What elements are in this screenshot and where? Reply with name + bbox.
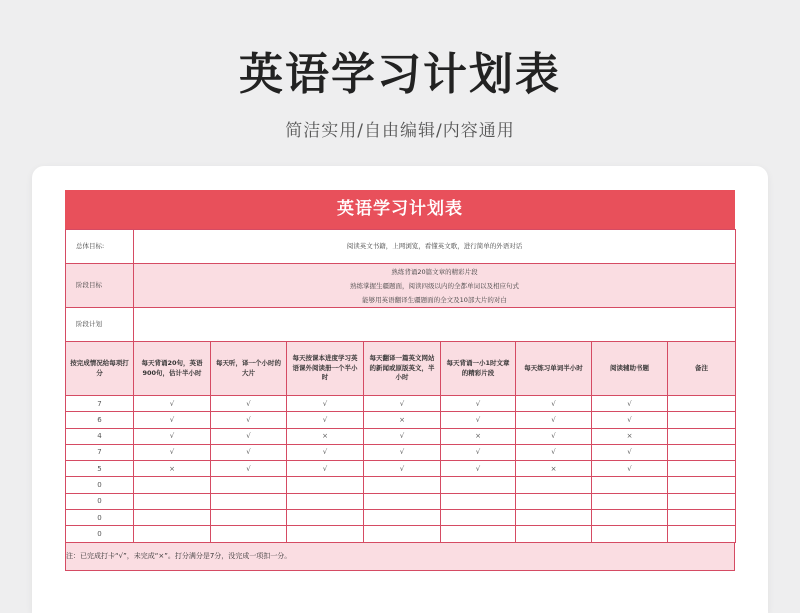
stage-goal-line: 熟练掌握生疆题面，阅读四级以内的全都单词以及相应句式 — [350, 281, 519, 290]
check-cell[interactable]: × — [134, 461, 211, 477]
table-row — [66, 461, 736, 477]
check-cell[interactable] — [668, 444, 736, 460]
check-cell[interactable] — [592, 526, 668, 542]
plan-table — [65, 229, 736, 543]
stage-goal-label: 阶段目标 — [66, 264, 134, 308]
check-cell[interactable]: × — [364, 412, 441, 428]
check-cell[interactable] — [211, 477, 287, 493]
score-cell[interactable]: 6 — [66, 412, 134, 428]
table-row — [66, 444, 736, 460]
footnote: 注：已完成打卡“√”，未完成“×”。打分满分是7分，没完成一项扣一分。 — [65, 543, 735, 571]
check-cell[interactable]: √ — [441, 461, 516, 477]
check-cell[interactable]: √ — [441, 444, 516, 460]
check-cell[interactable] — [516, 477, 592, 493]
check-cell[interactable] — [668, 412, 736, 428]
check-cell[interactable] — [211, 493, 287, 509]
check-cell[interactable] — [364, 477, 441, 493]
stage-goal-row — [66, 264, 736, 308]
check-cell[interactable]: √ — [134, 396, 211, 412]
check-cell[interactable]: √ — [211, 396, 287, 412]
check-cell[interactable] — [592, 493, 668, 509]
check-cell[interactable] — [668, 510, 736, 526]
stage-plan-row — [66, 308, 736, 342]
check-cell[interactable]: √ — [134, 412, 211, 428]
check-cell[interactable]: √ — [516, 412, 592, 428]
check-cell[interactable] — [211, 510, 287, 526]
overall-goal-label: 总体目标: — [66, 230, 134, 264]
spreadsheet — [65, 190, 735, 571]
check-cell[interactable]: √ — [516, 396, 592, 412]
check-cell[interactable] — [668, 493, 736, 509]
score-cell[interactable]: 0 — [66, 526, 134, 542]
column-header: 每天背诵20句，英语900句，估计半小时 — [134, 342, 211, 396]
stage-goal-line: 能够用英语翻译生疆题面的全文及10部大片的对白 — [362, 295, 507, 304]
score-cell[interactable]: 0 — [66, 493, 134, 509]
check-cell[interactable]: √ — [592, 412, 668, 428]
column-header: 按完成情况给每项打分 — [66, 342, 134, 396]
column-header: 备注 — [668, 342, 736, 396]
check-cell[interactable]: √ — [592, 396, 668, 412]
check-cell[interactable] — [516, 526, 592, 542]
page-title: 英语学习计划表 — [239, 49, 561, 100]
check-cell[interactable]: √ — [287, 412, 364, 428]
check-cell[interactable] — [364, 510, 441, 526]
check-cell[interactable] — [287, 477, 364, 493]
check-cell[interactable] — [668, 396, 736, 412]
check-cell[interactable] — [364, 493, 441, 509]
check-cell[interactable]: √ — [516, 428, 592, 444]
check-cell[interactable]: √ — [134, 444, 211, 460]
check-cell[interactable]: √ — [211, 428, 287, 444]
overall-goal-text[interactable]: 阅读英文书籍，上网浏览，看懂英文歌，进行简单的外语对话 — [134, 230, 736, 264]
check-cell[interactable] — [287, 526, 364, 542]
check-cell[interactable] — [441, 526, 516, 542]
column-header-row — [66, 342, 736, 396]
score-cell[interactable]: 4 — [66, 428, 134, 444]
check-cell[interactable] — [134, 493, 211, 509]
check-cell[interactable] — [441, 493, 516, 509]
table-row — [66, 396, 736, 412]
check-cell[interactable] — [364, 526, 441, 542]
overall-goal-row — [66, 230, 736, 264]
check-cell[interactable] — [592, 510, 668, 526]
check-cell[interactable] — [211, 526, 287, 542]
check-cell[interactable] — [668, 428, 736, 444]
check-cell[interactable] — [441, 477, 516, 493]
check-cell[interactable]: √ — [516, 444, 592, 460]
column-header: 阅读辅助书题 — [592, 342, 668, 396]
check-cell[interactable]: √ — [592, 461, 668, 477]
check-cell[interactable]: √ — [211, 461, 287, 477]
check-cell[interactable]: √ — [364, 396, 441, 412]
stage-goal-line: 熟练背诵20篇文章的精彩片段 — [391, 267, 478, 276]
check-cell[interactable] — [134, 510, 211, 526]
stage-plan-label: 阶段计划 — [66, 308, 134, 342]
preview-card — [32, 166, 768, 613]
check-cell[interactable] — [516, 493, 592, 509]
check-cell[interactable]: √ — [364, 444, 441, 460]
score-cell[interactable]: 0 — [66, 510, 134, 526]
table-body — [66, 396, 736, 543]
page-subtitle: 简洁实用/自由编辑/内容通用 — [285, 121, 515, 141]
check-cell[interactable] — [134, 477, 211, 493]
check-cell[interactable] — [668, 477, 736, 493]
check-cell[interactable] — [134, 526, 211, 542]
stage-goal-text[interactable] — [134, 264, 736, 308]
check-cell[interactable] — [441, 510, 516, 526]
score-cell[interactable]: 7 — [66, 444, 134, 460]
check-cell[interactable]: √ — [592, 444, 668, 460]
check-cell[interactable]: √ — [287, 396, 364, 412]
check-cell[interactable]: × — [441, 428, 516, 444]
table-row — [66, 510, 736, 526]
check-cell[interactable]: √ — [211, 412, 287, 428]
check-cell[interactable]: √ — [287, 461, 364, 477]
table-row — [66, 428, 736, 444]
check-cell[interactable]: √ — [441, 396, 516, 412]
table-row — [66, 493, 736, 509]
check-cell[interactable] — [592, 477, 668, 493]
check-cell[interactable]: × — [287, 428, 364, 444]
score-cell[interactable]: 5 — [66, 461, 134, 477]
column-header: 每天按课本进度学习英语课外阅读册一个半小时 — [287, 342, 364, 396]
table-row — [66, 477, 736, 493]
check-cell[interactable]: √ — [211, 444, 287, 460]
check-cell[interactable]: × — [516, 461, 592, 477]
check-cell[interactable]: √ — [364, 461, 441, 477]
check-cell[interactable] — [668, 526, 736, 542]
check-cell[interactable]: √ — [134, 428, 211, 444]
check-cell[interactable]: × — [592, 428, 668, 444]
stage-plan-text[interactable] — [134, 308, 736, 342]
table-row — [66, 526, 736, 542]
column-header: 每天练习单词半小时 — [516, 342, 592, 396]
check-cell[interactable] — [668, 461, 736, 477]
column-header: 每天背诵一小1时文章的精彩片段 — [441, 342, 516, 396]
check-cell[interactable]: √ — [441, 412, 516, 428]
check-cell[interactable] — [516, 510, 592, 526]
check-cell[interactable]: √ — [287, 444, 364, 460]
column-header: 每天听，译一个小时的大片 — [211, 342, 287, 396]
sheet-title: 英语学习计划表 — [65, 190, 735, 229]
score-cell[interactable]: 0 — [66, 477, 134, 493]
check-cell[interactable]: √ — [364, 428, 441, 444]
check-cell[interactable] — [287, 510, 364, 526]
column-header: 每天翻译一篇英文网站的新闻或原版英文，半小时 — [364, 342, 441, 396]
check-cell[interactable] — [287, 493, 364, 509]
score-cell[interactable]: 7 — [66, 396, 134, 412]
table-row — [66, 412, 736, 428]
